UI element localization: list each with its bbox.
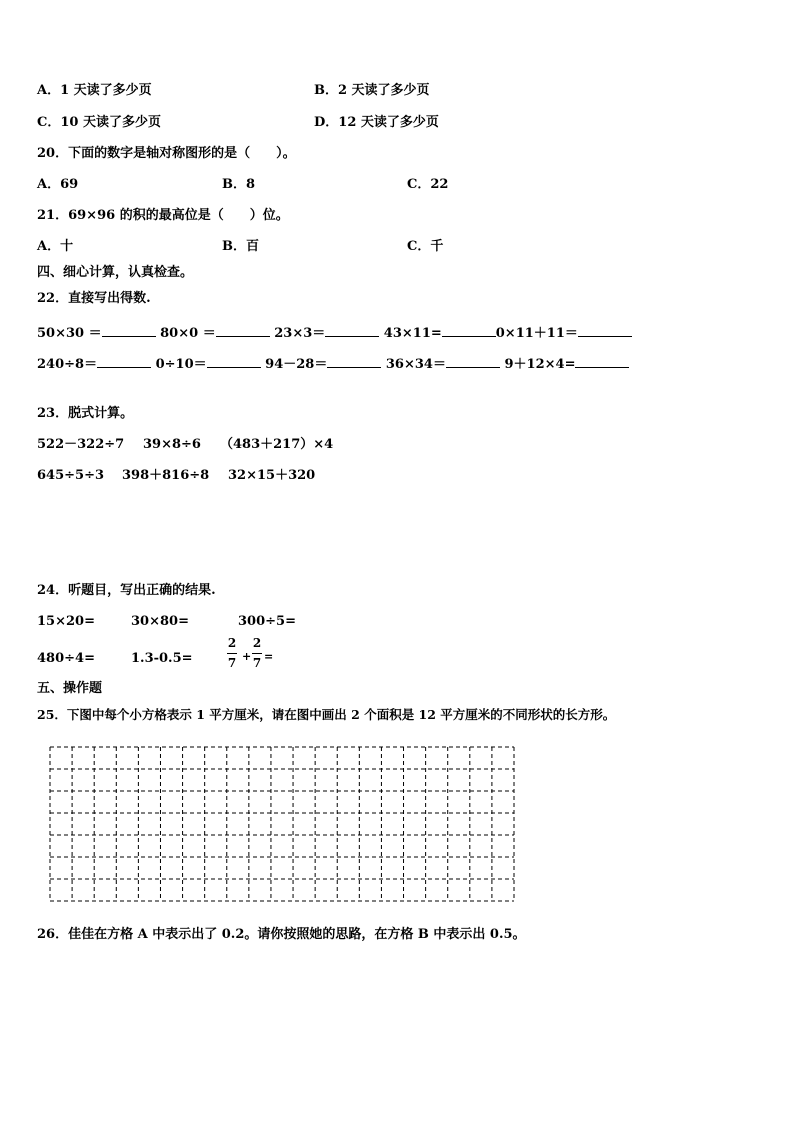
q23-expr: 32×15＋320 [228, 468, 316, 483]
question-23-stem: 23．脱式计算。 [37, 406, 134, 421]
fraction-numerator: 2 [252, 636, 262, 650]
dashed-square-grid[interactable] [49, 746, 515, 902]
q22-expr: 0×11＋11＝ [495, 326, 578, 341]
q24-expr: 1.3-0.5= [131, 651, 193, 666]
q22-expr: 94－28＝ [265, 357, 328, 372]
answer-blank[interactable] [578, 324, 632, 337]
answer-blank[interactable] [575, 355, 629, 368]
question-21-stem: 21．69×96 的积的最高位是（ ）位。 [37, 208, 289, 223]
q22-expr: 23×3＝ [274, 326, 326, 341]
q22-expr: 9＋12×4= [504, 357, 576, 372]
fraction-bar [227, 653, 237, 654]
fraction-numerator: 2 [227, 636, 237, 650]
answer-blank[interactable] [442, 324, 496, 337]
option-b: B．2 天读了多少页 [314, 83, 430, 98]
q23-expr: （483＋217）×4 [220, 437, 334, 452]
q22-expr: 43×11= [383, 326, 442, 341]
q20-option-a: A．69 [37, 177, 79, 192]
q22-expr: 36×34＝ [385, 357, 446, 372]
q21-option-a: A．十 [37, 239, 74, 254]
q22-expr: 0÷10＝ [155, 357, 207, 372]
answer-blank[interactable] [97, 355, 151, 368]
question-22-stem: 22．直接写出得数. [37, 291, 151, 306]
q22-expr: 240÷8＝ [37, 357, 98, 372]
answer-blank[interactable] [327, 355, 381, 368]
section-4-title: 四、细心计算，认真检查。 [37, 265, 194, 280]
answer-blank[interactable] [446, 355, 500, 368]
q22-expr: 50×30 ＝ [37, 326, 102, 341]
q22-row-1 [37, 324, 632, 342]
question-25-stem: 25．下图中每个小方格表示 1 平方厘米，请在图中画出 2 个面积是 12 平方厘米的不同形状的长方形。 [37, 707, 616, 722]
option-c: C．10 天读了多少页 [37, 115, 161, 130]
answer-blank[interactable] [102, 324, 156, 337]
question-20-stem: 20．下面的数字是轴对称图形的是（ ）。 [37, 146, 296, 161]
q22-expr: 80×0 ＝ [160, 326, 216, 341]
section-5-title: 五、操作题 [37, 681, 103, 696]
q23-expr: 39×8÷6 [143, 437, 201, 452]
answer-blank[interactable] [207, 355, 261, 368]
q23-expr: 522－322÷7 [37, 437, 125, 452]
question-26-stem: 26．佳佳在方格 A 中表示出了 0.2。请你按照她的思路，在方格 B 中表示出 0.5。 [37, 927, 526, 942]
question-24-stem: 24．听题目，写出正确的结果. [37, 583, 216, 598]
q21-option-b: B．百 [222, 239, 259, 254]
answer-blank[interactable] [325, 324, 379, 337]
q24-expr: 480÷4= [37, 651, 95, 666]
q24-expr: 15×20= [37, 614, 95, 629]
option-a: A．1 天读了多少页 [37, 83, 152, 98]
q23-expr: 645÷5÷3 [37, 468, 105, 483]
q23-expr: 398＋816÷8 [122, 468, 210, 483]
q24-expr: 30×80= [131, 614, 189, 629]
fraction-denominator: 7 [227, 656, 237, 670]
answer-blank[interactable] [216, 324, 270, 337]
fraction-bar [252, 653, 262, 654]
q21-option-c: C．千 [407, 239, 444, 254]
plus-sign: + [242, 650, 252, 663]
q22-row-2 [37, 355, 629, 373]
equals-sign: = [264, 650, 274, 663]
q24-expr: 300÷5= [238, 614, 296, 629]
option-d: D．12 天读了多少页 [314, 115, 439, 130]
q20-option-b: B．8 [222, 177, 256, 192]
q20-option-c: C．22 [407, 177, 449, 192]
fraction-denominator: 7 [252, 656, 262, 670]
